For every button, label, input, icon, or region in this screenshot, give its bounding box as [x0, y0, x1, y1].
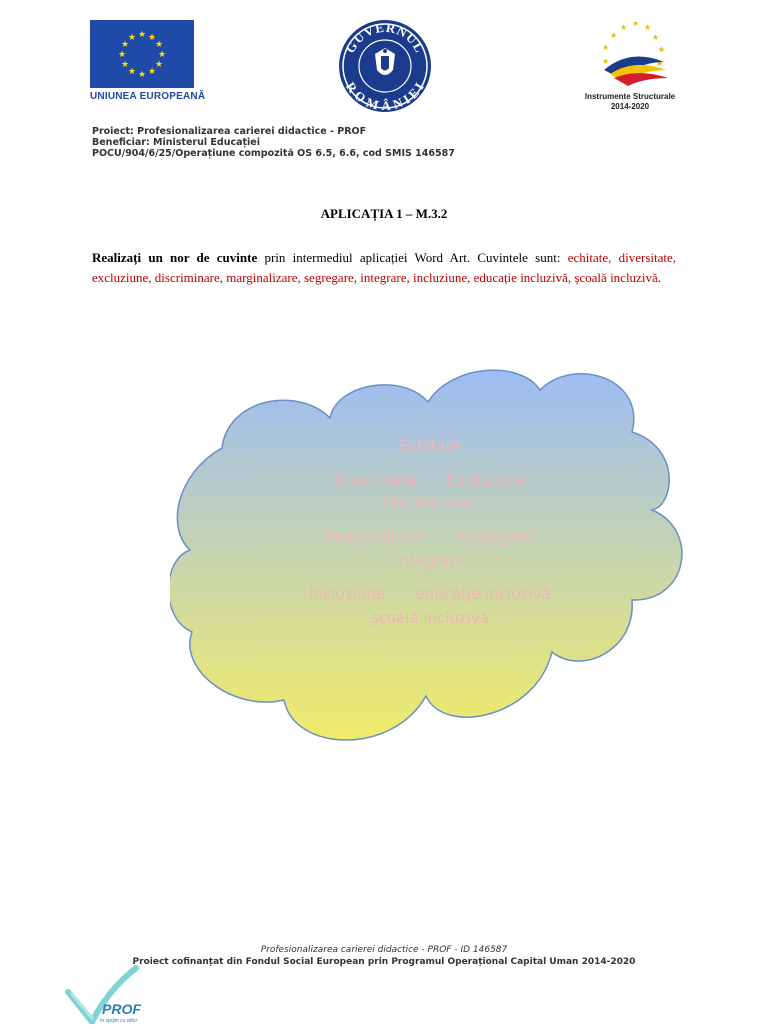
svg-text:★: ★: [137, 70, 147, 80]
cloud-word-echitate: Echitate: [399, 437, 461, 455]
footer-line2: Proiect cofinanțat din Fondul Social European prin Programul Operațional Capital Uman 2014-2020: [132, 957, 636, 967]
cloud-word-integrare: Integrare: [395, 552, 465, 570]
cloud-word-segregare: Segregare: [456, 528, 535, 546]
svg-text:★: ★: [602, 43, 610, 52]
svg-text:★: ★: [602, 57, 610, 66]
task-normal: prin intermediul aplicației Word Art. Cuvintele sunt:: [257, 250, 568, 265]
task-bold: Realizați un nor de cuvinte: [92, 250, 258, 265]
svg-text:★: ★: [658, 45, 666, 54]
task-paragraph: [92, 248, 676, 288]
svg-text:★: ★: [117, 50, 127, 60]
pocu-line: POCU/904/6/25/Operațiune compozită OS 6.5, 6.6, cod SMIS 146587: [92, 148, 455, 159]
eu-flag-icon: [90, 20, 194, 88]
svg-text:★: ★: [610, 31, 618, 40]
svg-text:★: ★: [652, 33, 660, 42]
cloud-words: [170, 360, 690, 750]
eu-logo: [90, 20, 206, 102]
svg-text:★: ★: [154, 60, 164, 70]
svg-text:★: ★: [620, 23, 628, 32]
svg-text:★: ★: [644, 23, 652, 32]
romanian-government-logo: [337, 18, 433, 114]
task-end: .: [657, 270, 661, 285]
prof-logo-text: PROF: [102, 1001, 141, 1017]
cloud-word-discriminare: Discriminare: [382, 494, 478, 512]
is-label-line2: 2014-2020: [610, 102, 650, 111]
svg-text:★: ★: [157, 50, 167, 60]
svg-text:★: ★: [127, 67, 137, 77]
cloud-word-scoala-incluziva: școală incluzivă: [370, 609, 490, 627]
gov-arc-top: GUVERNUL: [342, 19, 428, 56]
svg-text:★: ★: [120, 40, 130, 50]
project-line: Proiect: Profesionalizarea carierei didactice - PROF: [92, 126, 367, 137]
prof-logo: [62, 964, 172, 1024]
cloud-word-marginalizare: Marginalizare: [325, 528, 427, 546]
svg-text:★: ★: [137, 30, 147, 40]
project-info: [92, 126, 455, 159]
is-label-line1: Instrumente Structurale: [584, 92, 676, 101]
svg-text:★: ★: [147, 67, 157, 77]
prof-checkmark-icon: [62, 964, 172, 1024]
word-cloud: [170, 360, 690, 750]
svg-text:★: ★: [154, 40, 164, 50]
gov-arc-bottom: ROMÂNIEI: [342, 79, 428, 114]
svg-text:★: ★: [127, 33, 137, 43]
cloud-word-excluziune: Excluziune: [445, 471, 527, 489]
footer-line1: Profesionalizarea carierei didactice - PROF - ID 146587: [260, 945, 508, 955]
cloud-word-diversitate: Diversitate: [333, 471, 416, 489]
task-word-list: echitate, diversitate, excluziune, discriminare, marginalizare, segregare, integrare, incluziune, educație incluzivă, școală incluzivă: [92, 250, 677, 285]
structural-instruments-icon: [580, 18, 680, 90]
svg-text:★: ★: [120, 60, 130, 70]
instrumente-structurale-logo: [580, 18, 680, 114]
svg-text:★: ★: [656, 59, 664, 68]
svg-text:★: ★: [632, 19, 640, 28]
beneficiary-line: Beneficiar: Ministerul Educației: [92, 137, 260, 148]
svg-text:★: ★: [147, 33, 157, 43]
eu-label: UNIUNEA EUROPEANĂ: [90, 91, 206, 102]
cloud-word-incluziune: Incluziune: [309, 585, 386, 603]
prof-logo-tagline: în sprijin cu viitor: [100, 1018, 138, 1024]
page-title: APLICAȚIA 1 – M.3.2: [320, 206, 448, 221]
cloud-word-educatie-incluziva: educație incluzivă: [415, 585, 551, 603]
